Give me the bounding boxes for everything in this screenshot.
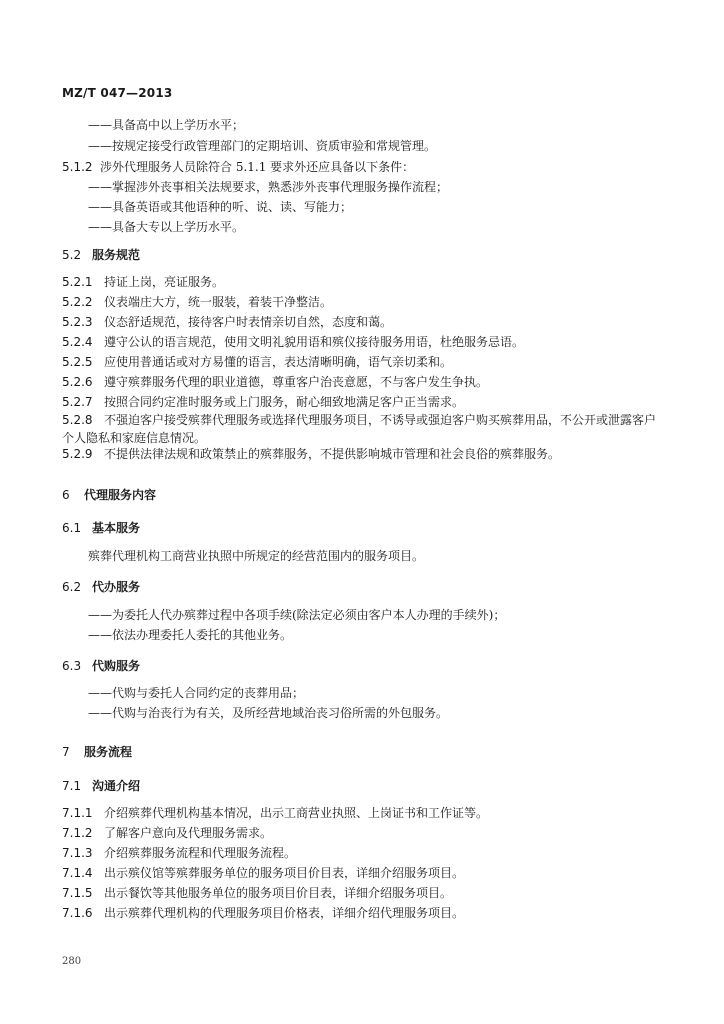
- chapter-heading-7: [62, 743, 132, 760]
- section-heading-6-2: [62, 578, 140, 595]
- clause-7-1-3: [62, 846, 296, 860]
- clause-7-1-1: [62, 806, 488, 820]
- clause-5-2-8: [62, 411, 664, 447]
- clause-number: 7.1.3: [62, 846, 93, 860]
- section-number: 5.2: [62, 248, 82, 262]
- list-item: ——具备英语或其他语种的听、说、读、写能力；: [88, 200, 353, 214]
- clause-text: 仪态舒适规范，接待客户时表情亲切自然，态度和蔼。: [104, 315, 393, 329]
- clause-text: 出示殡葬代理机构的代理服务项目价格表，详细介绍代理服务项目。: [104, 906, 465, 920]
- list-item: ——具备大专以上学历水平。: [88, 220, 245, 234]
- clause-7-1-5: [62, 886, 452, 900]
- clause-5-2-1: [62, 275, 224, 289]
- clause-number: 7.1.4: [62, 866, 93, 880]
- section-heading-5-2: [62, 246, 140, 263]
- list-item: ——具备高中以上学历水平；: [88, 118, 245, 132]
- clause-text: 按照合同约定准时服务或上门服务，耐心细致地满足客户正当需求。: [104, 395, 465, 409]
- section-heading-6-3: [62, 657, 140, 674]
- chapter-number: 7: [62, 745, 70, 759]
- standard-code-header: MZ/T 047—2013: [62, 86, 173, 100]
- chapter-title: 服务流程: [84, 745, 133, 759]
- list-item: ——代购与委托人合同约定的丧葬用品；: [88, 686, 305, 700]
- paragraph: 殡葬代理机构工商营业执照中所规定的经营范围内的服务项目。: [88, 549, 425, 563]
- section-title: 代购服务: [92, 659, 141, 673]
- clause-text: 遵守公认的语言规范，使用文明礼貌用语和殡仪接待服务用语，杜绝服务忌语。: [104, 335, 525, 349]
- section-title: 基本服务: [92, 521, 141, 535]
- clause-5-2-9: [62, 447, 560, 461]
- clause-5-1-2: [62, 160, 414, 174]
- clause-5-2-3: [62, 315, 392, 329]
- section-number: 6.3: [62, 659, 82, 673]
- section-number: 6.1: [62, 521, 82, 535]
- clause-number: 7.1.6: [62, 906, 93, 920]
- clause-text: 应使用普通话或对方易懂的语言，表达清晰明确，语气亲切柔和。: [104, 355, 453, 369]
- section-number: 7.1: [62, 779, 82, 793]
- clause-number: 5.2.6: [62, 375, 93, 389]
- section-heading-6-1: [62, 519, 140, 536]
- clause-text: 出示殡仪馆等殡葬服务单位的服务项目价目表，详细介绍服务项目。: [104, 866, 465, 880]
- clause-number: 5.2.5: [62, 355, 93, 369]
- list-item: ——代购与治丧行为有关，及所经营地域治丧习俗所需的外包服务。: [88, 706, 449, 720]
- clause-5-2-4: [62, 335, 524, 349]
- clause-5-2-6: [62, 375, 488, 389]
- clause-text: 不强迫客户接受殡葬代理服务或选择代理服务项目，不诱导或强迫客户购买殡葬用品，不公开或泄露客户个人隐私和家庭信息情况。: [62, 413, 657, 445]
- clause-7-1-2: [62, 826, 272, 840]
- clause-text: 遵守殡葬服务代理的职业道德，尊重客户治丧意愿，不与客户发生争执。: [104, 375, 489, 389]
- list-item: ——依法办理委托人委托的其他业务。: [88, 628, 293, 642]
- section-title: 沟通介绍: [92, 779, 141, 793]
- clause-number: 5.2.4: [62, 335, 93, 349]
- chapter-heading-6: [62, 486, 156, 503]
- page-number: 280: [62, 956, 82, 967]
- clause-5-2-7: [62, 395, 464, 409]
- chapter-number: 6: [62, 488, 70, 502]
- clause-text: 了解客户意向及代理服务需求。: [104, 826, 273, 840]
- list-item: ——为委托人代办殡葬过程中各项手续(除法定必须由客户本人办理的手续外)；: [88, 608, 506, 622]
- section-number: 6.2: [62, 580, 82, 594]
- list-item: ——按规定接受行政管理部门的定期培训、资质审验和常规管理。: [88, 139, 437, 153]
- clause-number: 7.1.2: [62, 826, 93, 840]
- clause-number: 5.2.1: [62, 275, 93, 289]
- clause-7-1-4: [62, 866, 464, 880]
- clause-5-2-5: [62, 355, 452, 369]
- clause-text: 不提供法律法规和政策禁止的殡葬服务，不提供影响城市管理和社会良俗的殡葬服务。: [104, 447, 561, 461]
- clause-number: 5.2.8: [62, 413, 93, 427]
- section-heading-7-1: [62, 777, 140, 794]
- clause-text: 涉外代理服务人员除符合 5.1.1 要求外还应具备以下条件：: [100, 160, 415, 174]
- clause-text: 仪表端庄大方，统一服装，着装干净整洁。: [104, 295, 333, 309]
- clause-text: 持证上岗，亮证服务。: [104, 275, 225, 289]
- clause-text: 介绍殡葬代理机构基本情况，出示工商营业执照、上岗证书和工作证等。: [104, 806, 489, 820]
- clause-number: 5.1.2: [62, 160, 93, 174]
- clause-number: 5.2.7: [62, 395, 93, 409]
- section-title: 代办服务: [92, 580, 141, 594]
- list-item: ——掌握涉外丧事相关法规要求，熟悉涉外丧事代理服务操作流程；: [88, 180, 449, 194]
- chapter-title: 代理服务内容: [84, 488, 157, 502]
- clause-number: 5.2.3: [62, 315, 93, 329]
- section-title: 服务规范: [92, 248, 141, 262]
- clause-text: 介绍殡葬服务流程和代理服务流程。: [104, 846, 297, 860]
- clause-number: 5.2.9: [62, 447, 93, 461]
- clause-number: 5.2.2: [62, 295, 93, 309]
- clause-7-1-6: [62, 906, 464, 920]
- clause-text: 出示餐饮等其他服务单位的服务项目价目表，详细介绍服务项目。: [104, 886, 453, 900]
- clause-number: 7.1.1: [62, 806, 93, 820]
- clause-5-2-2: [62, 295, 332, 309]
- clause-number: 7.1.5: [62, 886, 93, 900]
